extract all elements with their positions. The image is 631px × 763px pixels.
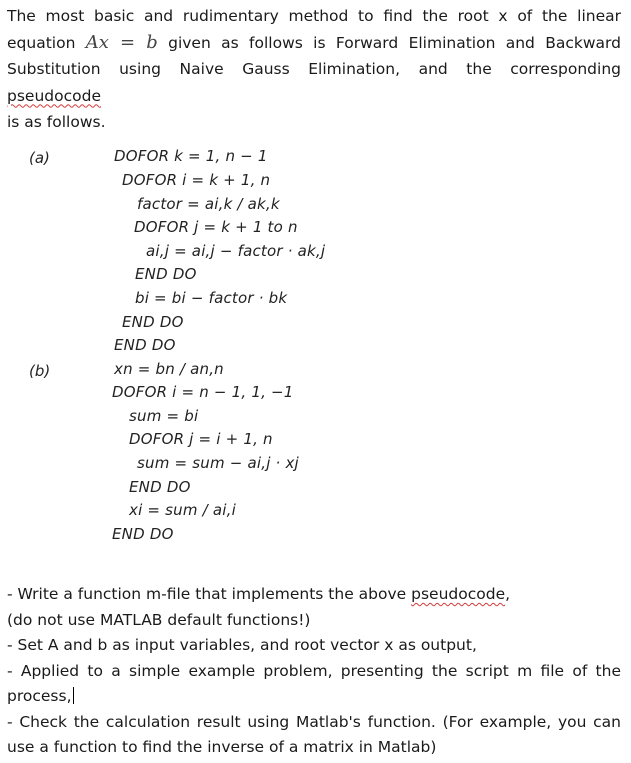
text-cursor [73, 687, 74, 704]
code-line: DOFOR k = 1, n − 1 [114, 147, 268, 165]
code-line: xi = sum / ai,i [129, 501, 236, 519]
task-4: - Check the calculation result using Matlab's function. (For example, you can [7, 712, 621, 731]
code-line: ai,j = ai,j − factor · ak,j [146, 242, 326, 260]
spellcheck-word-pseudocode: pseudocode [7, 86, 101, 105]
code-line: DOFOR i = n − 1, 1, −1 [112, 383, 294, 401]
task-3-cont-text: process, [7, 687, 72, 705]
intro-line-2-pre: equation [7, 33, 76, 52]
task-list [7, 582, 621, 761]
code-line: bi = bi − factor · bk [135, 289, 288, 307]
intro-line-3 [7, 56, 621, 109]
task-1-text: - Write a function m-file that implements the above [7, 585, 407, 603]
code-line: END DO [112, 525, 174, 543]
code-line: factor = ai,k / ak,k [137, 195, 280, 213]
code-line: DOFOR i = k + 1, n [122, 171, 271, 189]
code-line: DOFOR j = k + 1 to n [134, 218, 298, 236]
task-3: - Applied to a simple example problem, presenting the script m file of the [7, 661, 621, 680]
intro-line-3-text: Substitution using Naive Gauss Elimination, and the corresponding [7, 60, 621, 78]
intro-line-4: is as follows. [7, 113, 106, 131]
code-line: END DO [114, 336, 176, 354]
code-line: END DO [129, 478, 191, 496]
code-line: sum = sum − ai,j · xj [137, 454, 299, 472]
equation-ax-b: Ax = b [85, 31, 158, 53]
task-1 [7, 582, 621, 608]
code-line: DOFOR j = i + 1, n [129, 430, 273, 448]
intro-line-2 [7, 30, 621, 57]
spellcheck-word-pseudocode: pseudocode [411, 585, 506, 603]
intro-paragraph [7, 3, 621, 136]
code-line: xn = bn / an,n [114, 360, 224, 378]
task-1-comma: , [505, 585, 511, 603]
code-line: END DO [122, 313, 184, 331]
task-3-cont [7, 684, 621, 710]
task-1-note: (do not use MATLAB default functions!) [7, 610, 311, 629]
intro-line-1: The most basic and rudimentary method to find the root x of the linear [7, 7, 621, 25]
code-line: END DO [135, 265, 197, 283]
code-line: sum = bi [129, 407, 199, 425]
task-4-cont: use a function to find the inverse of a matrix in Matlab) [7, 738, 437, 756]
task-2: - Set A and b as input variables, and root vector x as output, [7, 636, 477, 654]
intro-line-2-post: given as follows is Forward Elimination and Backward [168, 33, 621, 52]
label-a: (a) [29, 149, 50, 167]
label-b: (b) [29, 362, 51, 380]
